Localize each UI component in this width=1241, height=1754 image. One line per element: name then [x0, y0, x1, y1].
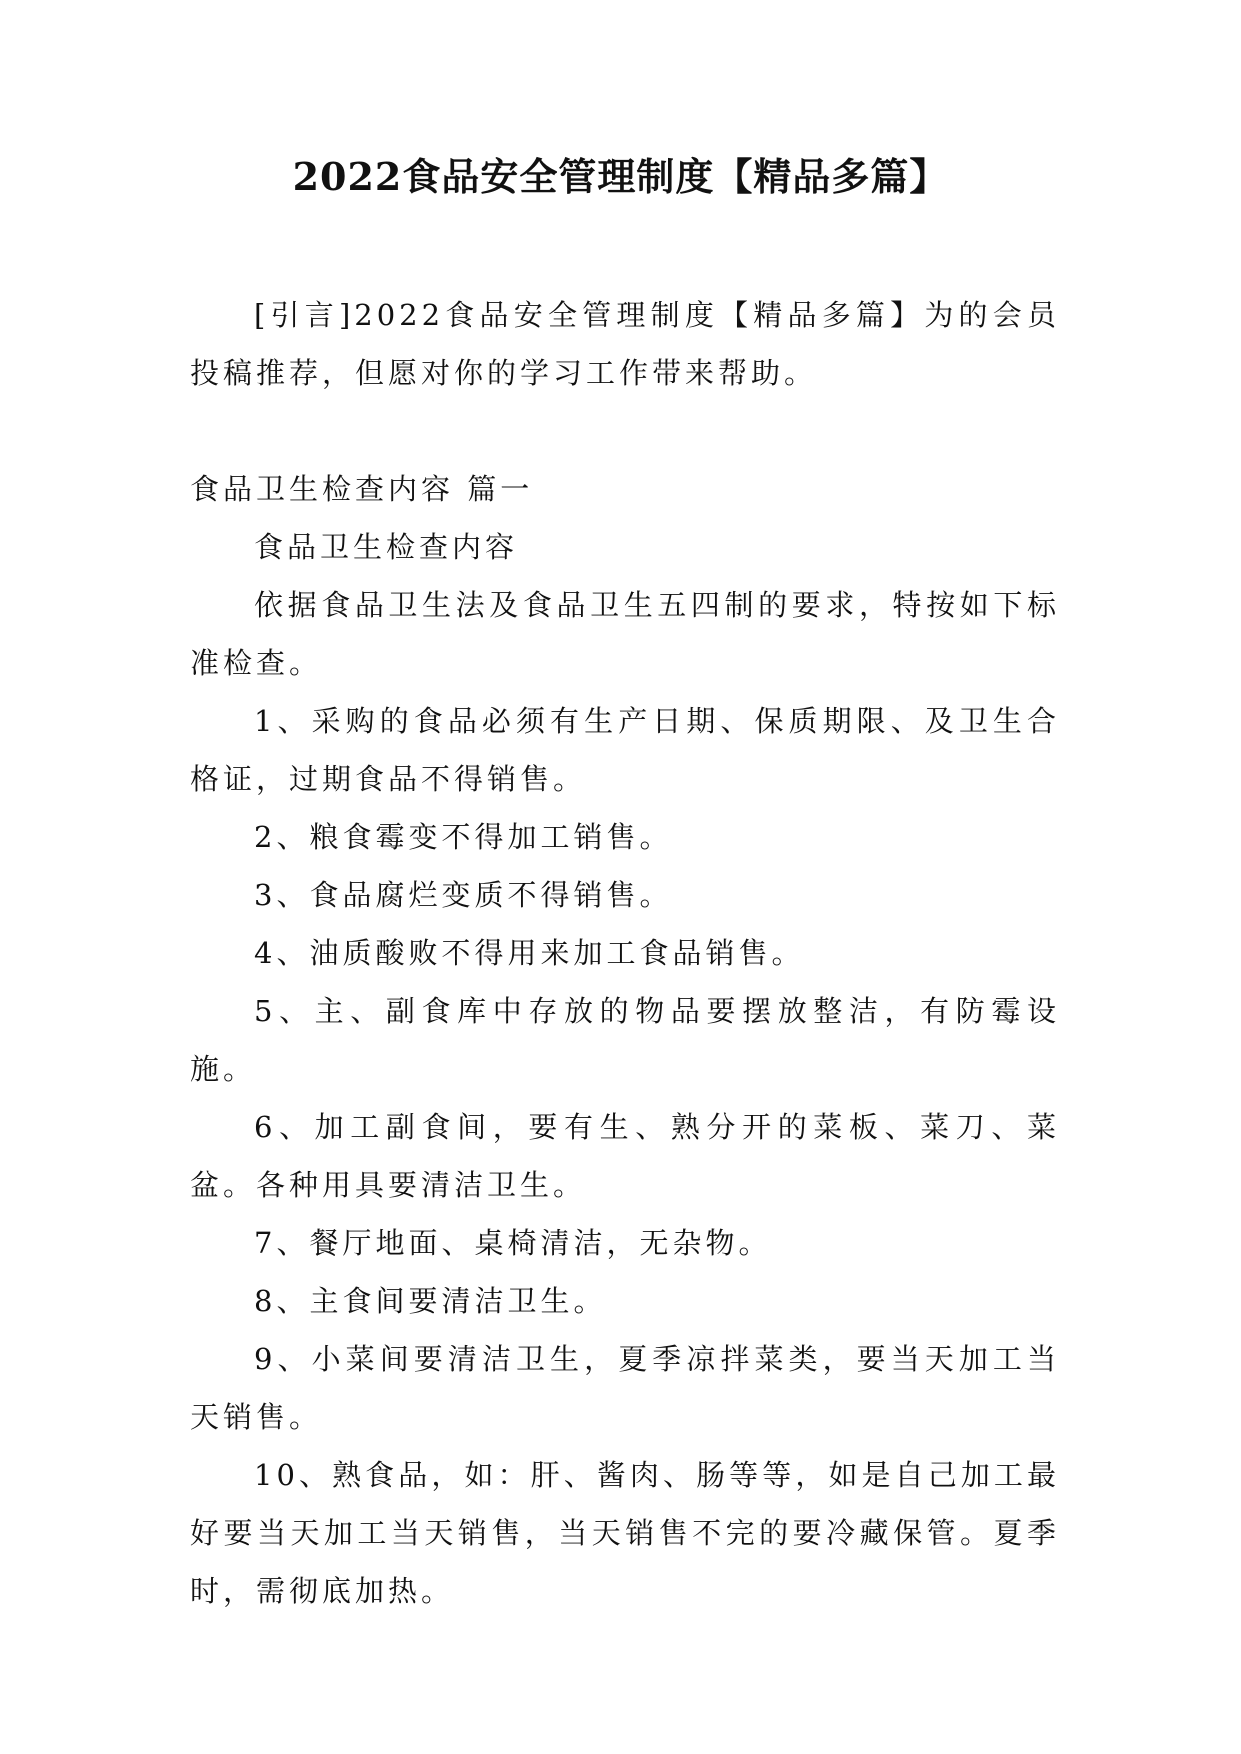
- list-item: 2、粮食霉变不得加工销售。: [254, 820, 673, 854]
- section-heading: 食品卫生检查内容 篇一: [190, 472, 534, 506]
- list-item: 5、主、副食库中存放的物品要摆放整洁，有防霉设施。: [190, 994, 1060, 1086]
- document-body: [190, 286, 1060, 1620]
- list-item: 1、采购的食品必须有生产日期、保质期限、及卫生合格证，过期食品不得销售。: [190, 704, 1060, 796]
- subheading: 食品卫生检查内容: [254, 530, 519, 564]
- list-item: 9、小菜间要清洁卫生，夏季凉拌菜类，要当天加工当天销售。: [190, 1342, 1060, 1434]
- list-item: 8、主食间要清洁卫生。: [254, 1284, 607, 1318]
- intro-paragraph: [引言]2022食品安全管理制度【精品多篇】为的会员投稿推荐，但愿对你的学习工作带来帮助。: [190, 298, 1060, 390]
- list-item: 6、加工副食间，要有生、熟分开的菜板、菜刀、菜盆。各种用具要清洁卫生。: [190, 1110, 1060, 1202]
- list-item: 10、熟食品，如：肝、酱肉、肠等等，如是自己加工最好要当天加工当天销售，当天销售不完的要冷藏保管。夏季时，需彻底加热。: [190, 1458, 1060, 1608]
- document-title: 2022食品安全管理制度【精品多篇】: [292, 154, 949, 199]
- list-item: 4、油质酸败不得用来加工食品销售。: [254, 936, 805, 970]
- lead-paragraph: 依据食品卫生法及食品卫生五四制的要求，特按如下标准检查。: [190, 588, 1060, 680]
- list-item: 3、食品腐烂变质不得销售。: [254, 878, 673, 912]
- list-item: 7、餐厅地面、桌椅清洁，无杂物。: [254, 1226, 772, 1260]
